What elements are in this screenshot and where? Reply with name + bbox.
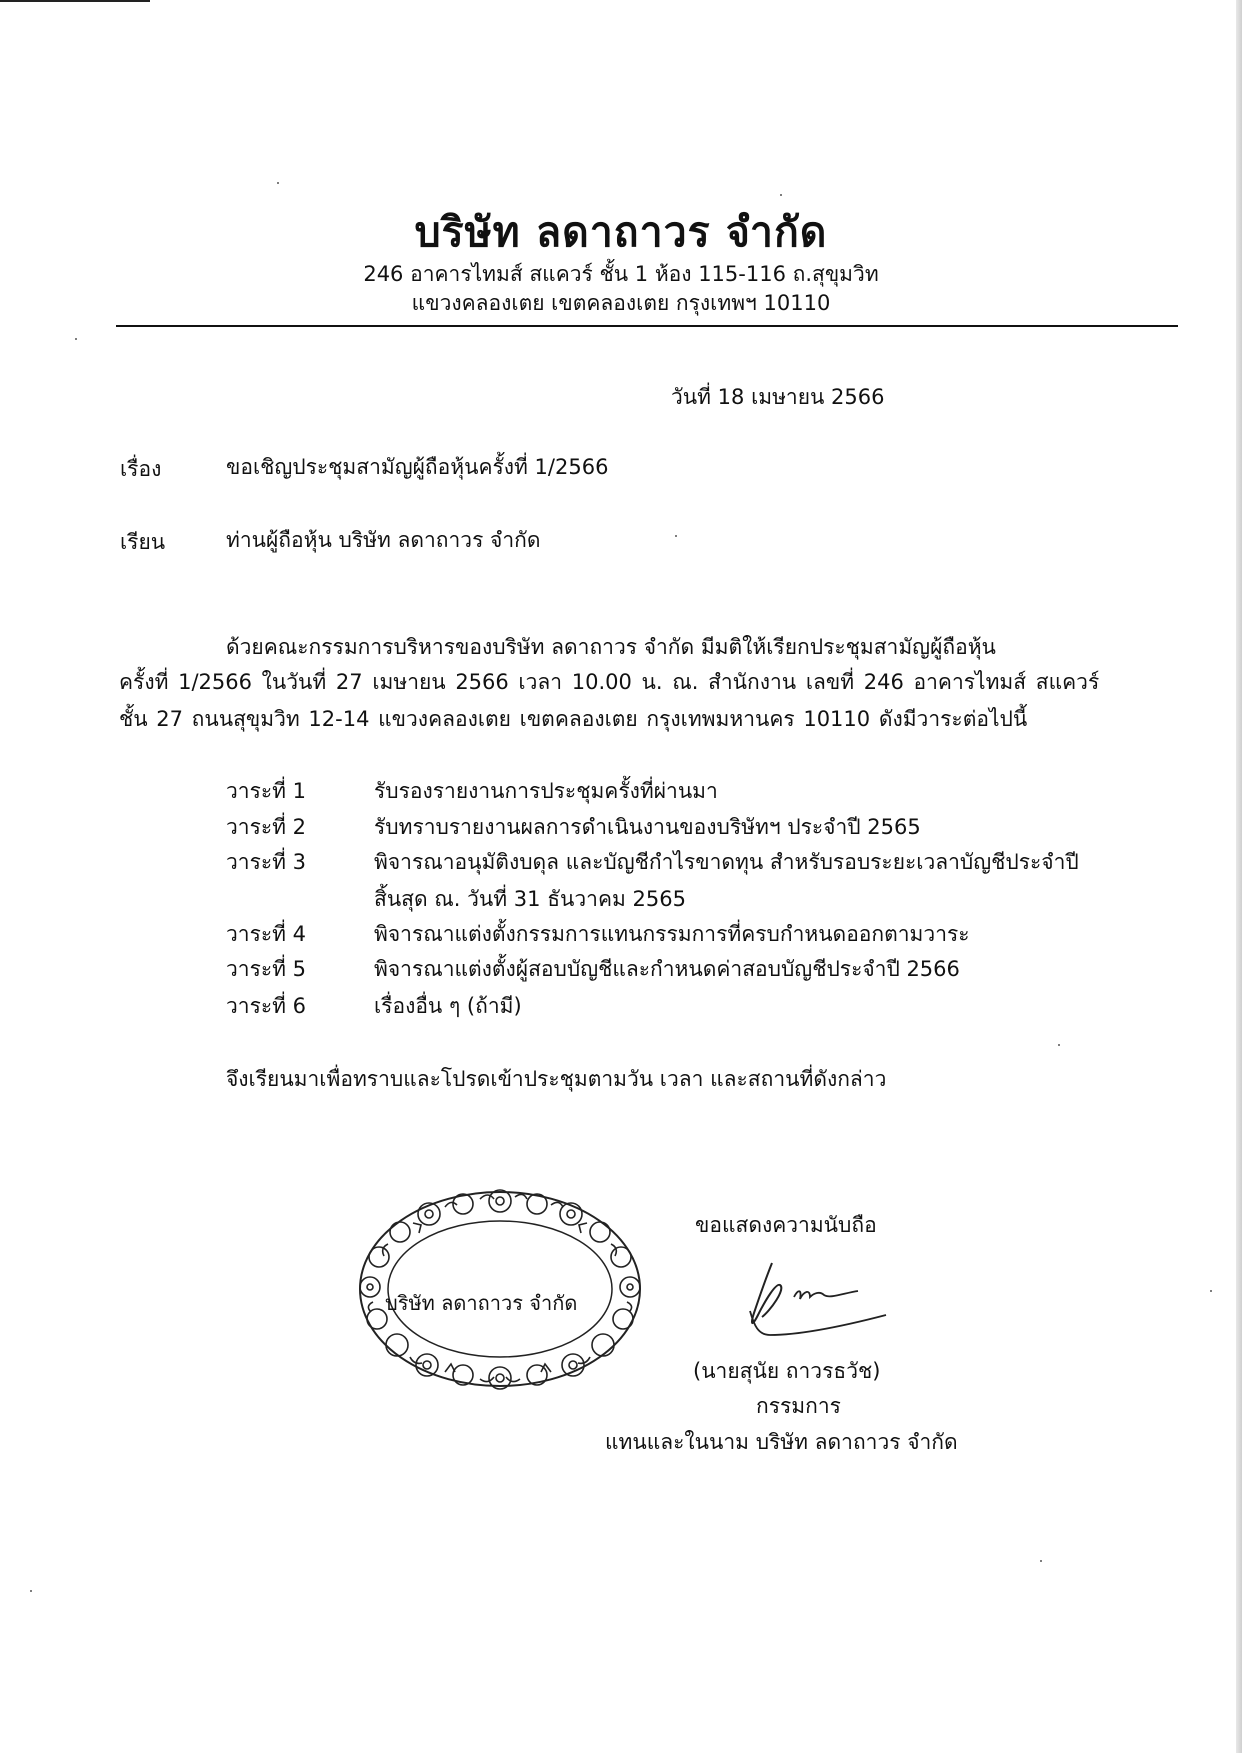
agenda-text-continuation: สิ้นสุด ณ. วันที่ 31 ธันวาคม 2565 [374, 887, 686, 911]
company-address-line1: 246 อาคารไทมส์ สแควร์ ชั้น 1 ห้อง 115-116 ถ.สุขุมวิท [363, 262, 879, 286]
signer-name: (นายสุนัย ถาวรธวัช) [693, 1359, 881, 1383]
closing-statement: จึงเรียนมาเพื่อทราบและโปรดเข้าประชุมตามวัน เวลา และสถานที่ดังกล่าว [226, 1067, 887, 1091]
agenda-number: วาระที่ 2 [226, 815, 307, 839]
body-paragraph-line: ชั้น 27 ถนนสุขุมวิท 12-14 แขวงคลองเตย เขตคลองเตย กรุงเทพมหานคร 10110 ดังมีวาระต่อไปนี้ [119, 707, 1028, 731]
seal-text: บริษัท ลดาถาวร จำกัด [385, 1291, 578, 1315]
scan-speck [1210, 1290, 1212, 1292]
scan-speck [675, 535, 677, 537]
agenda-text: พิจารณาแต่งตั้งผู้สอบบัญชีและกำหนดค่าสอบบัญชีประจำปี 2566 [374, 957, 960, 981]
regards-text: ขอแสดงความนับถือ [695, 1213, 877, 1237]
agenda-number: วาระที่ 6 [226, 994, 307, 1018]
scan-speck [75, 338, 77, 340]
recipient-label: เรียน [120, 530, 166, 554]
body-paragraph-line: ด้วยคณะกรรมการบริหารของบริษัท ลดาถาวร จำกัด มีมติให้เรียกประชุมสามัญผู้ถือหุ้น [226, 635, 996, 659]
agenda-text: พิจารณาแต่งตั้งกรรมการแทนกรรมการที่ครบกำหนดออกตามวาระ [374, 922, 970, 946]
company-name: บริษัท ลดาถาวร จำกัด [414, 208, 828, 256]
scan-mark [0, 0, 150, 2]
body-paragraph-line: ครั้งที่ 1/2566 ในวันที่ 27 เมษายน 2566 เวลา 10.00 น. ณ. สำนักงาน เลขที่ 246 อาคารไทมส์ สแควร์ [119, 670, 1100, 694]
subject-value: ขอเชิญประชุมสามัญผู้ถือหุ้นครั้งที่ 1/2566 [226, 455, 609, 479]
scan-speck [1058, 1044, 1060, 1046]
agenda-number: วาระที่ 4 [226, 922, 307, 946]
handwritten-signature [740, 1255, 900, 1340]
agenda-text: พิจารณาอนุมัติงบดุล และบัญชีกำไรขาดทุน สำหรับรอบระยะเวลาบัญชีประจำปี [374, 850, 1079, 874]
letter-date: วันที่ 18 เมษายน 2566 [671, 385, 885, 409]
signer-on-behalf: แทนและในนาม บริษัท ลดาถาวร จำกัด [605, 1430, 958, 1454]
agenda-number: วาระที่ 1 [226, 779, 307, 803]
letterhead-divider [116, 325, 1178, 327]
agenda-number: วาระที่ 5 [226, 957, 307, 981]
scan-speck [277, 182, 279, 184]
company-address-line2: แขวงคลองเตย เขตคลองเตย กรุงเทพฯ 10110 [411, 291, 831, 315]
scan-speck [780, 194, 782, 196]
agenda-text: เรื่องอื่น ๆ (ถ้ามี) [374, 994, 522, 1018]
agenda-text: รับรองรายงานการประชุมครั้งที่ผ่านมา [374, 779, 718, 803]
recipient-value: ท่านผู้ถือหุ้น บริษัท ลดาถาวร จำกัด [226, 528, 541, 552]
scan-speck [1040, 1560, 1042, 1562]
scan-speck [30, 1590, 32, 1592]
subject-label: เรื่อง [120, 457, 162, 481]
agenda-number: วาระที่ 3 [226, 850, 307, 874]
agenda-text: รับทราบรายงานผลการดำเนินงานของบริษัทฯ ประจำปี 2565 [374, 815, 921, 839]
signer-title: กรรมการ [756, 1394, 841, 1418]
